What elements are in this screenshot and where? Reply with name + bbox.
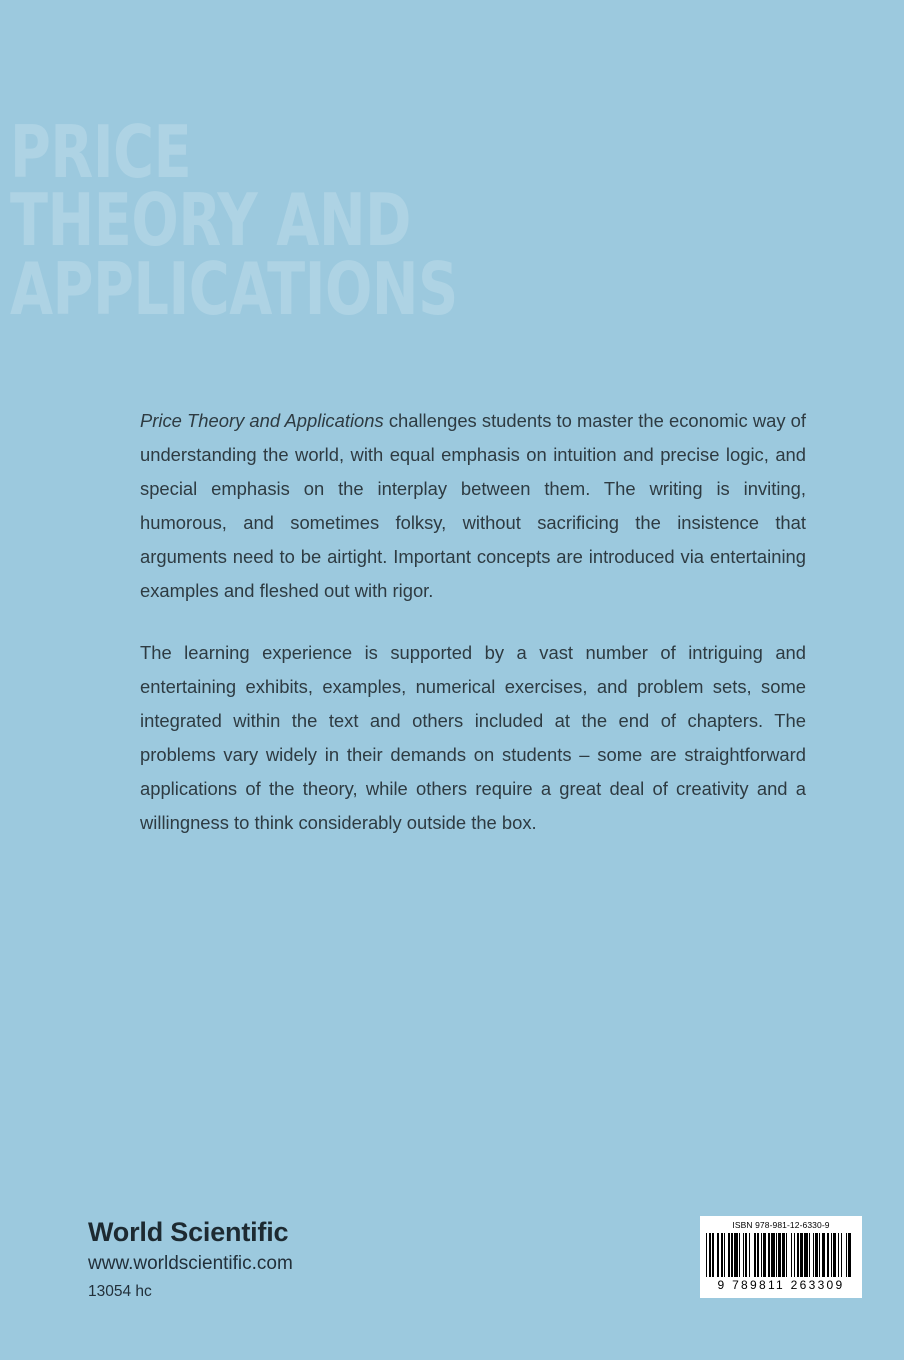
barcode-digits: 9 789811 263309 bbox=[717, 1278, 845, 1292]
blurb-paragraph-1 bbox=[140, 404, 806, 608]
ghost-title bbox=[10, 110, 710, 331]
publisher-block bbox=[88, 1218, 293, 1303]
publisher-code: 13054 hc bbox=[88, 1283, 152, 1301]
book-title-inline: Price Theory and Applications bbox=[140, 410, 384, 431]
isbn-barcode bbox=[700, 1216, 862, 1298]
publisher-url[interactable]: www.worldscientific.com bbox=[88, 1252, 293, 1274]
blurb-text bbox=[140, 404, 806, 840]
ghost-title-line-2: THEORY AND bbox=[10, 178, 411, 263]
blurb-paragraph-1-rest: challenges students to master the economic way of understanding the world, with equal emphasis on intuition and precise logic, and special emphasis on the interplay between them. The writing is inviting, humorous, and sometimes folksy, without sacrificing the insistence that arguments need to be airtight. Important concepts are introduced via entertaining examples and fleshed out with rigor. bbox=[140, 410, 806, 601]
ghost-title-line-1: PRICE bbox=[10, 110, 192, 194]
ghost-title-line-3: APPLICATIONS bbox=[10, 246, 458, 331]
blurb-paragraph-2: The learning experience is supported by a vast number of intriguing and entertaining exhibits, examples, numerical exercises, and problem sets, some integrated within the text and others included at the end of chapters. The problems vary widely in their demands on students – some are straightforward applications of the theory, while others require a great deal of creativity and a willingness to think considerably outside the box. bbox=[140, 642, 806, 833]
isbn-label: ISBN 978-981-12-6330-9 bbox=[732, 1220, 830, 1230]
publisher-name: World Scientific bbox=[88, 1217, 289, 1247]
barcode-bars bbox=[706, 1233, 856, 1277]
